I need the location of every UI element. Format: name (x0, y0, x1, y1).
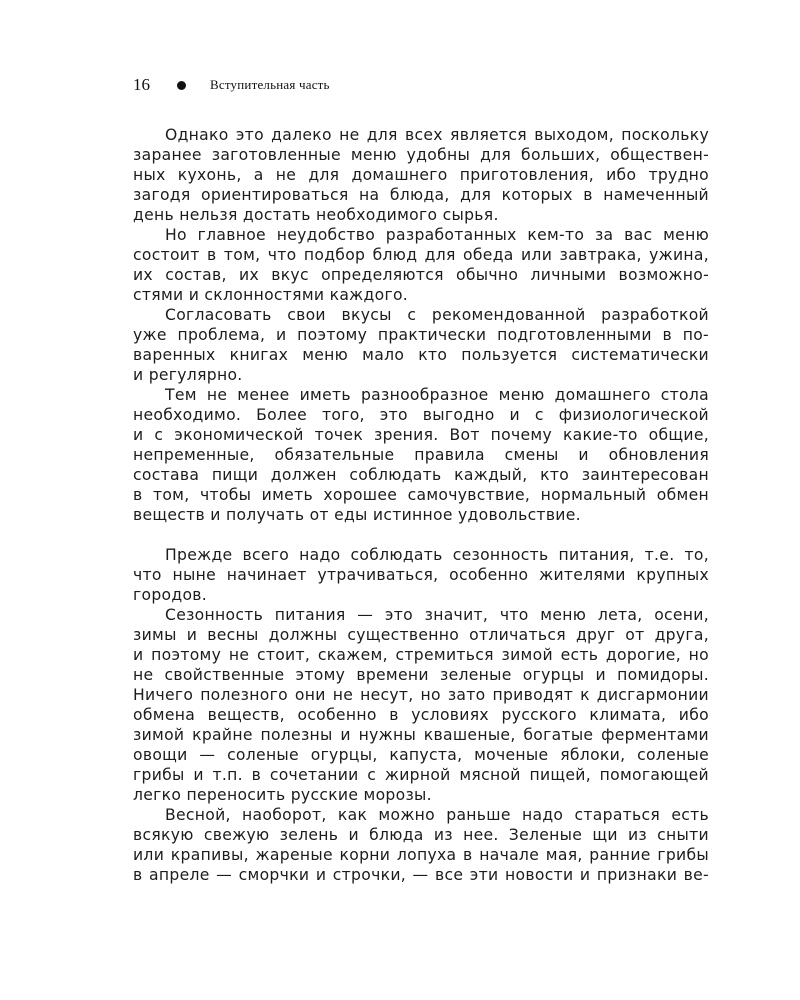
text-line: и поэтому не стоит, скажем, стремиться зимой есть дорогие, но (133, 646, 709, 664)
paragraph-gap (133, 525, 709, 545)
section-title: Вступительная часть (210, 77, 330, 92)
text-line: загодя ориентироваться на блюда, для которых в намеченный (133, 186, 709, 204)
text-line: Прежде всего надо соблюдать сезонность питания, т.е. то, (165, 546, 709, 564)
text-line: Но главное неудобство разработанных кем-то за вас меню (165, 226, 709, 244)
text-line: в апреле — сморчки и строчки, — все эти новости и признаки ве- (133, 866, 709, 884)
text-line: и регулярно. (133, 366, 243, 384)
text-line: обмена веществ, особенно в условиях русского климата, ибо (133, 706, 709, 724)
text-line: их состав, их вкус определяются обычно личными возможно- (133, 266, 709, 284)
text-line: зимой крайне полезны и нужны квашеные, богатые ферментами (133, 726, 709, 744)
text-line: в том, чтобы иметь хорошее самочувствие, нормальный обмен (133, 486, 709, 504)
text-line: состава пищи должен соблюдать каждый, кто заинтересован (133, 466, 709, 484)
text-line: или крапивы, жареные корни лопуха в начале мая, ранние грибы (133, 846, 709, 864)
text-line: непременные, обязательные правила смены и обновления (133, 446, 709, 464)
bullet-separator-icon (177, 81, 186, 90)
text-line: заранее заготовленные меню удобны для больших, обществен- (133, 146, 709, 164)
running-header (133, 74, 330, 96)
text-line: варенных книгах меню мало кто пользуется систематически (133, 346, 709, 364)
text-line: необходимо. Более того, это выгодно и с физиологической (133, 406, 709, 424)
text-line: овощи — соленые огурцы, капуста, моченые яблоки, соленые (133, 746, 709, 764)
text-line: ных кухонь, а не для домашнего приготовления, ибо трудно (133, 166, 709, 184)
text-line: легко переносить русские морозы. (133, 786, 432, 804)
text-line: и с экономической точек зрения. Вот почему какие-то общие, (133, 426, 709, 444)
text-line: Согласовать свои вкусы с рекомендованной разработкой (165, 306, 709, 324)
page-number: 16 (133, 75, 150, 94)
text-line: что ныне начинает утрачиваться, особенно жителями крупных (133, 566, 709, 584)
text-line: не свойственные этому времени зеленые огурцы и помидоры. (133, 666, 709, 684)
body-text (133, 125, 709, 885)
text-line: Однако это далеко не для всех является выходом, поскольку (165, 126, 709, 144)
text-line: состоит в том, что подбор блюд для обеда или завтрака, ужина, (133, 246, 709, 264)
text-line: грибы и т.п. в сочетании с жирной мясной пищей, помогающей (133, 766, 709, 784)
text-line: всякую свежую зелень и блюда из нее. Зеленые щи из сныти (133, 826, 709, 844)
text-line: городов. (133, 586, 208, 604)
text-line: уже проблема, и поэтому практически подготовленными в по- (133, 326, 709, 344)
text-line: Ничего полезного они не несут, но зато приводят к дисгармонии (133, 686, 709, 704)
text-line: Тем не менее иметь разнообразное меню домашнего стола (165, 386, 709, 404)
text-line: зимы и весны должны существенно отличаться друг от друга, (133, 626, 709, 644)
text-line: Сезонность питания — это значит, что меню лета, осени, (165, 606, 709, 624)
text-line: день нельзя достать необходимого сырья. (133, 206, 499, 224)
text-line: веществ и получать от еды истинное удовольствие. (133, 506, 581, 524)
text-line: Весной, наоборот, как можно раньше надо стараться есть (165, 806, 709, 824)
text-line: стями и склонностями каждого. (133, 286, 409, 304)
